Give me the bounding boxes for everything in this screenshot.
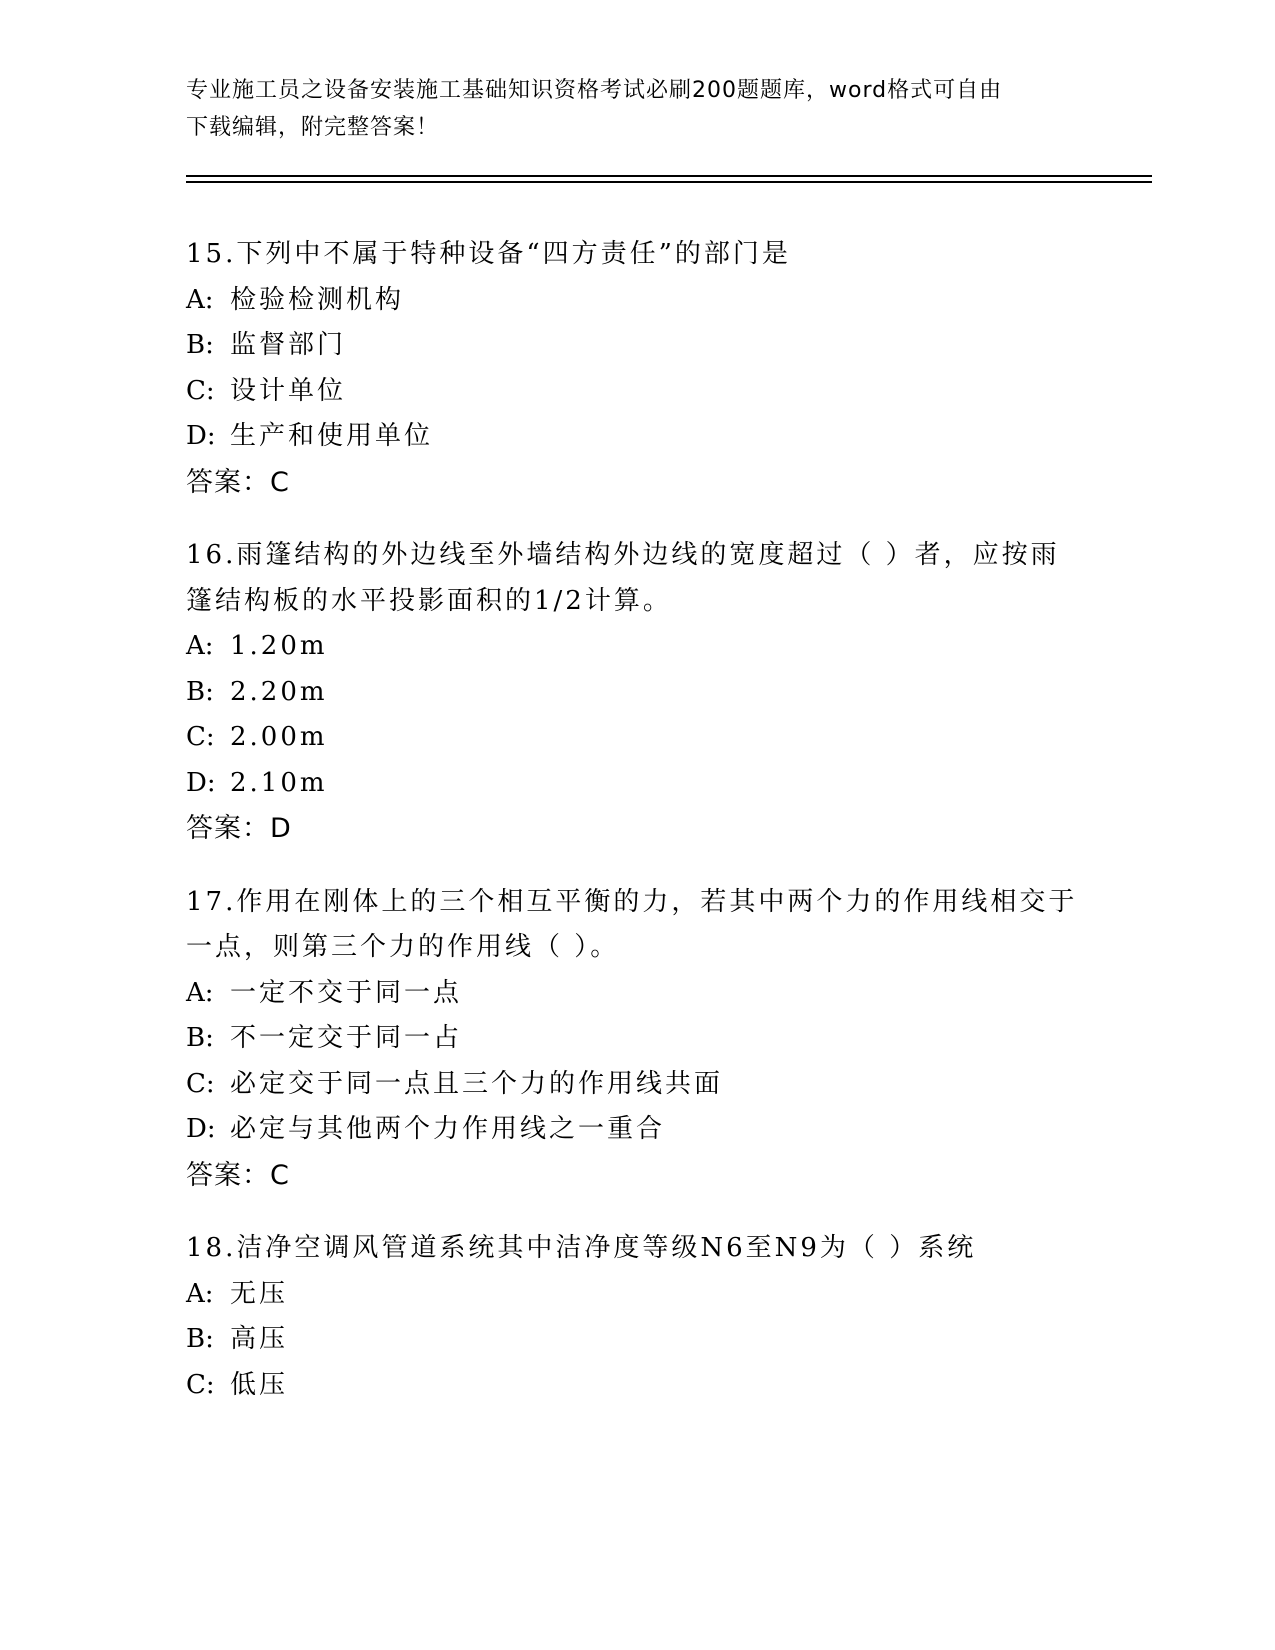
option-letter: C: — [186, 722, 215, 752]
option-a — [186, 624, 1086, 670]
header-line-2: 下载编辑，附完整答案！ — [186, 115, 440, 140]
option-b — [186, 670, 1086, 716]
question-stem-line-2: 篷结构板的水平投影面积的1/2计算。 — [186, 585, 672, 616]
option-text: 低压 — [230, 1369, 289, 1400]
header-line-1: 专业施工员之设备安装施工基础知识资格考试必刷200题题库，word格式可自由 — [186, 78, 1003, 103]
option-d — [186, 414, 1086, 460]
question-stem-line-1: 17.作用在刚体上的三个相互平衡的力，若其中两个力的作用线相交于 — [186, 886, 1078, 917]
option-letter: D: — [186, 1114, 216, 1144]
option-text: 无压 — [230, 1278, 289, 1309]
option-letter: B: — [186, 676, 214, 707]
option-text: 设计单位 — [230, 375, 347, 406]
answer: 答案：C — [186, 466, 290, 498]
option-text: 1.20m — [230, 631, 328, 661]
option-b — [186, 1016, 1086, 1062]
header-divider-bottom — [186, 181, 1152, 183]
answer: 答案：C — [186, 1159, 290, 1191]
option-a — [186, 971, 1086, 1017]
option-letter: D: — [186, 421, 216, 451]
option-text: 高压 — [230, 1324, 289, 1354]
document-header — [186, 72, 1066, 146]
header-divider-top — [186, 175, 1152, 177]
option-letter: A: — [186, 284, 214, 315]
option-text: 检验检测机构 — [230, 284, 405, 315]
question-15 — [186, 232, 1086, 505]
option-d — [186, 761, 1086, 807]
option-letter: B: — [186, 1324, 214, 1354]
option-letter: C: — [186, 1068, 215, 1099]
option-b — [186, 323, 1086, 369]
option-letter: A: — [186, 977, 214, 1008]
question-stem: 15.下列中不属于特种设备“四方责任”的部门是 — [186, 239, 791, 269]
question-stem-line-2: 一点，则第三个力的作用线（ ）。 — [186, 932, 620, 962]
question-17 — [186, 880, 1086, 1199]
option-d — [186, 1107, 1086, 1153]
option-c — [186, 369, 1086, 415]
option-a — [186, 278, 1086, 324]
option-text: 必定与其他两个力作用线之一重合 — [230, 1114, 666, 1144]
option-letter: A: — [186, 631, 214, 661]
option-text: 监督部门 — [230, 330, 347, 360]
option-b — [186, 1317, 1086, 1363]
question-list — [186, 232, 1086, 1436]
option-a — [186, 1272, 1086, 1318]
option-text: 2.00m — [230, 722, 328, 752]
option-letter: A: — [186, 1278, 214, 1309]
option-c — [186, 715, 1086, 761]
question-16 — [186, 533, 1086, 852]
option-text: 2.20m — [230, 676, 328, 707]
option-letter: B: — [186, 1023, 214, 1053]
option-letter: C: — [186, 375, 215, 406]
question-18 — [186, 1226, 1086, 1408]
option-text: 生产和使用单位 — [230, 421, 434, 451]
option-c — [186, 1363, 1086, 1409]
option-letter: B: — [186, 330, 214, 360]
question-stem: 18.洁净空调风管道系统其中洁净度等级N6至N9为（ ）系统 — [186, 1233, 977, 1263]
option-text: 一定不交于同一点 — [230, 977, 463, 1008]
option-text: 2.10m — [230, 767, 328, 798]
option-c — [186, 1062, 1086, 1108]
option-letter: D: — [186, 767, 216, 798]
question-stem-line-1: 16.雨篷结构的外边线至外墙结构外边线的宽度超过（ ）者，应按雨 — [186, 540, 1060, 570]
option-text: 不一定交于同一占 — [230, 1023, 463, 1053]
answer: 答案：D — [186, 813, 292, 844]
option-letter: C: — [186, 1369, 215, 1400]
option-text: 必定交于同一点且三个力的作用线共面 — [230, 1068, 724, 1099]
